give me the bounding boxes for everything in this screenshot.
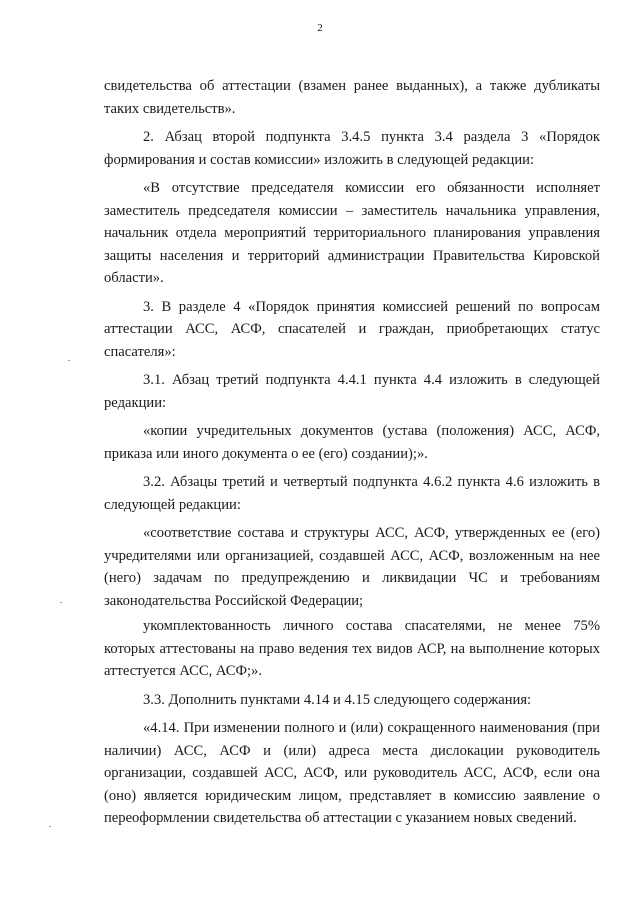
document-body xyxy=(104,75,600,830)
paragraph-item-2: 2. Абзац второй подпункта 3.4.5 пункта 3.4 раздела 3 «Порядок формирования и состав комиссии» изложить в следующей редакции: xyxy=(104,129,600,168)
scan-speck xyxy=(60,602,62,603)
paragraph-quote-structure: «соответствие состава и структуры АСС, АСФ, утвержденных ее (его) учредителями или организацией, создавшей АСС, АСФ, возложенным на нее (него) задачам по предупреждению и ликвидации ЧС и требованиям законодательства Российской Федерации; xyxy=(104,525,600,609)
page-number: 2 xyxy=(317,22,323,34)
paragraph-item-3: 3. В разделе 4 «Порядок принятия комиссией решений по вопросам аттестации АСС, АСФ, спасателей и граждан, приобретающих статус спасателя»: xyxy=(104,298,600,360)
paragraph-quote-4-14: «4.14. При изменении полного и (или) сокращенного наименования (при наличии) АСС, АСФ и (или) адреса места дислокации руководитель организации, создавшей АСС, АСФ, или руководитель АСС, АСФ, если она (оно) является юридическим лицом, представляет в комиссию заявление о переоформлении свидетельства об аттестации с указанием новых сведений. xyxy=(104,720,600,826)
paragraph-quote-documents: «копии учредительных документов (устава (положения) АСС, АСФ, приказа или иного документа о ее (его) создании);». xyxy=(104,423,600,462)
scan-speck xyxy=(49,826,51,827)
paragraph-staffing: укомплектованность личного состава спасателями, не менее 75% которых аттестованы на право ведения тех видов АСР, на выполнение которых аттестуется АСС, АСФ;». xyxy=(104,618,600,679)
paragraph-quote-chairman: «В отсутствие председателя комиссии его обязанности исполняет заместитель председателя комиссии – заместитель начальника управления, начальник отдела мероприятий территориального планирования управления защиты населения и территорий администрации Правительства Кировской области». xyxy=(104,180,600,286)
scan-speck xyxy=(68,360,70,361)
paragraph-continuation: свидетельства об аттестации (взамен ранее выданных), а также дубликаты таких свидетельств». xyxy=(104,78,600,117)
paragraph-item-3-3: 3.3. Дополнить пунктами 4.14 и 4.15 следующего содержания: xyxy=(143,691,532,708)
paragraph-item-3-2: 3.2. Абзацы третий и четвертый подпункта 4.6.2 пункта 4.6 изложить в следующей редакции: xyxy=(104,474,600,513)
paragraph-item-3-1: 3.1. Абзац третий подпункта 4.4.1 пункта 4.4 изложить в следующей редакции: xyxy=(104,372,600,411)
